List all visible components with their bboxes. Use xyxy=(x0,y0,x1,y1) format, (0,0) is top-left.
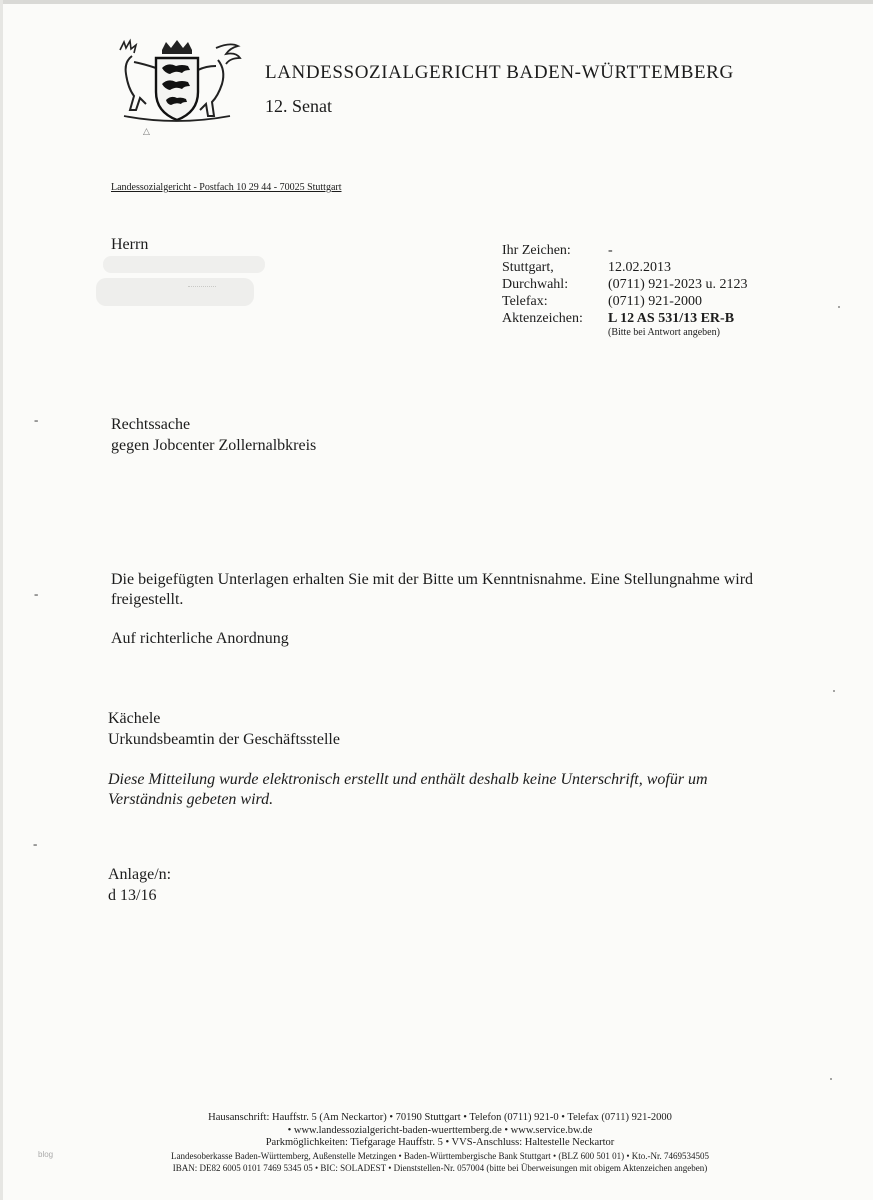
margin-mark: - xyxy=(34,586,39,601)
footer-line: IBAN: DE82 6005 0101 7469 5345 05 • BIC: SOLADEST • Dienststellen-Nr. 057004 (bitte bei Überweisungen mit obigem Aktenzeichen angeben) xyxy=(172,1163,708,1173)
scan-speck xyxy=(838,306,840,308)
info-row-fax xyxy=(502,293,747,310)
info-label: Ihr Zeichen: xyxy=(502,243,571,258)
footer-line: Landesoberkasse Baden-Württemberg, Außenstelle Metzingen • Baden-Württembergische Bank Stuttgart • (BLZ 600 501 01) • Kto.-Nr. 7469534505 xyxy=(171,1150,709,1161)
sender-return-address: Landessozialgericht - Postfach 10 29 44 - 70025 Stuttgart xyxy=(111,182,342,193)
judicial-order: Auf richterliche Anordnung xyxy=(111,630,289,647)
body-paragraph: Die beigefügten Unterlagen erhalten Sie mit der Bitte um Kenntnisnahme. Eine Stellungnahme wird freigestellt. xyxy=(111,571,754,608)
redacted-name xyxy=(103,256,265,273)
small-mark: △ xyxy=(143,126,150,136)
info-label: Telefax: xyxy=(502,294,548,309)
attachments-block xyxy=(108,864,171,906)
info-label: Aktenzeichen: xyxy=(502,311,583,326)
info-value: (0711) 921-2000 xyxy=(608,294,702,309)
scan-speck xyxy=(833,690,835,692)
reference-info-block xyxy=(502,242,747,327)
info-value: - xyxy=(608,243,613,258)
addressee-salutation: Herrn xyxy=(111,236,149,253)
info-value: (0711) 921-2023 u. 2123 xyxy=(608,277,748,292)
legal-matter xyxy=(111,414,316,456)
matter-line: Rechtssache xyxy=(111,416,191,433)
attachments-value: d 13/16 xyxy=(108,887,157,904)
scan-edge-top xyxy=(0,0,873,4)
margin-mark: - xyxy=(34,412,39,427)
info-value: 12.02.2013 xyxy=(608,260,671,275)
info-row-date xyxy=(502,259,747,276)
scan-edge-left xyxy=(0,0,3,1200)
scan-speck xyxy=(830,1078,832,1080)
footer-line: • www.landessozialgericht-baden-wuerttemberg.de • www.service.bw.de xyxy=(287,1124,593,1136)
senate-name: 12. Senat xyxy=(265,96,332,116)
electronic-notice: Diese Mitteilung wurde elektronisch erstellt und enthält deshalb keine Unterschrift, wofür um Verständnis gebeten wird. xyxy=(108,771,708,808)
info-row-case-number xyxy=(502,310,747,327)
signer-block xyxy=(108,708,340,750)
case-number: L 12 AS 531/13 ER-B xyxy=(608,311,735,326)
redaction-dots xyxy=(188,286,216,287)
info-label: Stuttgart, xyxy=(502,260,554,275)
signer-title: Urkundsbeamtin der Geschäftsstelle xyxy=(108,731,340,748)
case-number-note: (Bitte bei Antwort angeben) xyxy=(608,327,720,338)
info-row-reference xyxy=(502,242,747,259)
info-row-extension xyxy=(502,276,747,293)
footer-line: Parkmöglichkeiten: Tiefgarage Hauffstr. 5 • VVS-Anschluss: Haltestelle Neckartor xyxy=(265,1137,615,1148)
footer-line: Hausanschrift: Hauffstr. 5 (Am Neckartor) • 70190 Stuttgart • Telefon (0711) 921-0 • Telefax (0711) 921-2000 xyxy=(208,1112,672,1123)
matter-line: gegen Jobcenter Zollernalbkreis xyxy=(111,437,317,454)
margin-mark: - xyxy=(33,836,38,851)
signer-name: Kächele xyxy=(108,710,161,727)
letter-footer xyxy=(100,1112,780,1175)
coat-of-arms-icon xyxy=(110,38,244,124)
info-label: Durchwahl: xyxy=(502,277,569,292)
court-name: LANDESSOZIALGERICHT BADEN-WÜRTTEMBERG xyxy=(265,62,734,83)
attachments-label: Anlage/n: xyxy=(108,866,172,883)
redacted-address xyxy=(96,278,254,306)
corner-watermark: blog xyxy=(38,1150,54,1159)
